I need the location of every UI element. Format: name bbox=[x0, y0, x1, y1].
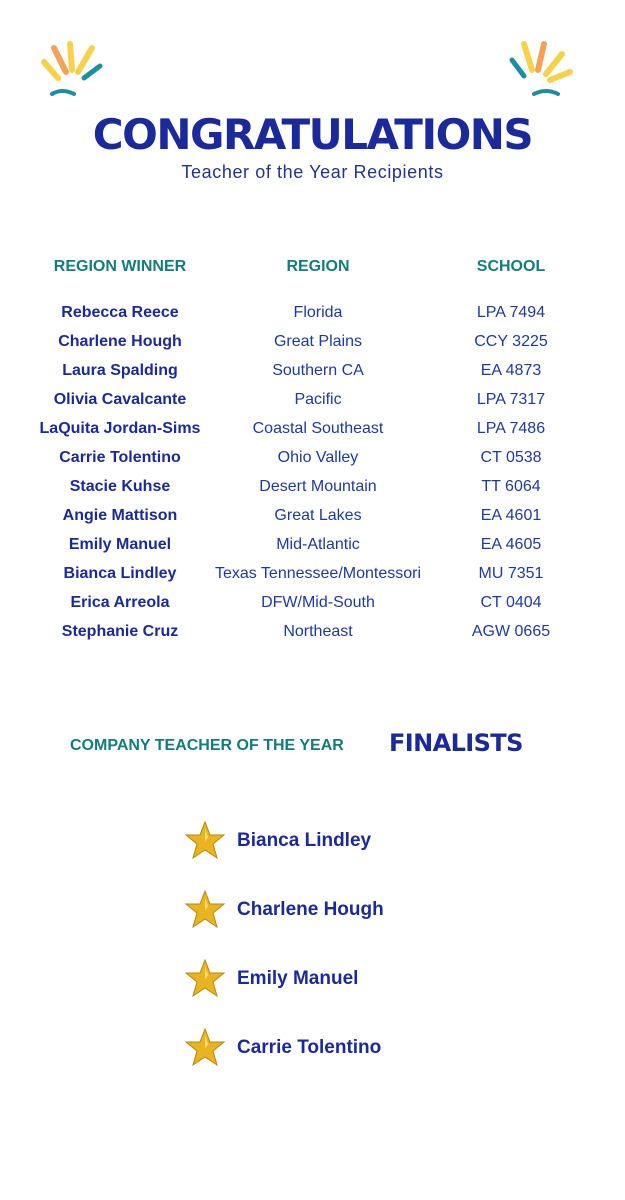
region-name: Florida bbox=[293, 304, 343, 321]
table-row bbox=[0, 476, 625, 505]
school-code: CT 0404 bbox=[480, 594, 542, 611]
gold-star-icon bbox=[184, 820, 226, 860]
table-row bbox=[0, 302, 625, 331]
list-item bbox=[184, 889, 484, 933]
winner-name: Bianca Lindley bbox=[63, 565, 177, 582]
region-name: Northeast bbox=[283, 623, 353, 640]
region-name: Ohio Valley bbox=[277, 449, 359, 466]
winner-name: LaQuita Jordan-Sims bbox=[39, 420, 201, 437]
region-name: Great Plains bbox=[273, 333, 363, 350]
finalist-name: Bianca Lindley bbox=[237, 830, 372, 851]
school-code: TT 6064 bbox=[481, 478, 541, 495]
table-row bbox=[0, 621, 625, 650]
gold-star-icon bbox=[184, 958, 226, 998]
table-row bbox=[0, 447, 625, 476]
winner-name: Rebecca Reece bbox=[61, 304, 179, 321]
winner-name: Stephanie Cruz bbox=[61, 623, 179, 640]
page-title: CONGRATULATIONS bbox=[92, 110, 533, 159]
table-row bbox=[0, 534, 625, 563]
finalist-name: Carrie Tolentino bbox=[237, 1037, 382, 1058]
winner-name: Emily Manuel bbox=[68, 536, 172, 553]
region-name: Texas Tennessee/Montessori bbox=[214, 565, 422, 582]
school-code: EA 4601 bbox=[480, 507, 542, 524]
school-code: EA 4873 bbox=[480, 362, 542, 379]
finalist-name: Charlene Hough bbox=[237, 899, 384, 920]
region-name: Mid-Atlantic bbox=[276, 536, 360, 553]
school-code: LPA 7486 bbox=[476, 420, 546, 437]
school-code: LPA 7317 bbox=[476, 391, 546, 408]
school-code: MU 7351 bbox=[478, 565, 544, 582]
table-row bbox=[0, 592, 625, 621]
winner-name: Charlene Hough bbox=[58, 333, 182, 350]
school-code: AGW 0665 bbox=[471, 623, 551, 640]
region-name: DFW/Mid-South bbox=[261, 594, 375, 611]
winner-name: Carrie Tolentino bbox=[59, 449, 181, 466]
school-code: CT 0538 bbox=[480, 449, 542, 466]
winner-name: Erica Arreola bbox=[70, 594, 170, 611]
gold-star-icon bbox=[184, 889, 226, 929]
finalists-section-label: COMPANY TEACHER OF THE YEAR bbox=[70, 737, 344, 754]
table-row bbox=[0, 505, 625, 534]
table-row bbox=[0, 389, 625, 418]
winner-name: Angie Mattison bbox=[62, 507, 178, 524]
column-header-region: REGION bbox=[286, 258, 350, 275]
finalist-name: Emily Manuel bbox=[237, 968, 359, 989]
region-name: Desert Mountain bbox=[259, 478, 377, 495]
winner-name: Olivia Cavalcante bbox=[53, 391, 187, 408]
winner-name: Laura Spalding bbox=[62, 362, 178, 379]
region-name: Coastal Southeast bbox=[252, 420, 384, 437]
finalists-heading: FINALISTS bbox=[389, 729, 523, 757]
winner-name: Stacie Kuhse bbox=[69, 478, 171, 495]
table-row bbox=[0, 563, 625, 592]
list-item bbox=[184, 1027, 484, 1071]
table-row bbox=[0, 360, 625, 389]
list-item bbox=[184, 820, 484, 864]
table-row bbox=[0, 418, 625, 447]
confetti-burst-left-icon bbox=[36, 38, 106, 104]
column-header-school: SCHOOL bbox=[476, 258, 546, 275]
region-name: Pacific bbox=[294, 391, 342, 408]
list-item bbox=[184, 958, 484, 1002]
region-name: Great Lakes bbox=[274, 507, 362, 524]
school-code: LPA 7494 bbox=[476, 304, 546, 321]
page-subtitle: Teacher of the Year Recipients bbox=[181, 162, 444, 182]
school-code: CCY 3225 bbox=[474, 333, 548, 350]
column-header-region-winner: REGION WINNER bbox=[53, 258, 187, 275]
region-name: Southern CA bbox=[272, 362, 364, 379]
gold-star-icon bbox=[184, 1027, 226, 1067]
table-row bbox=[0, 331, 625, 360]
school-code: EA 4605 bbox=[480, 536, 542, 553]
confetti-burst-right-icon bbox=[504, 38, 574, 104]
